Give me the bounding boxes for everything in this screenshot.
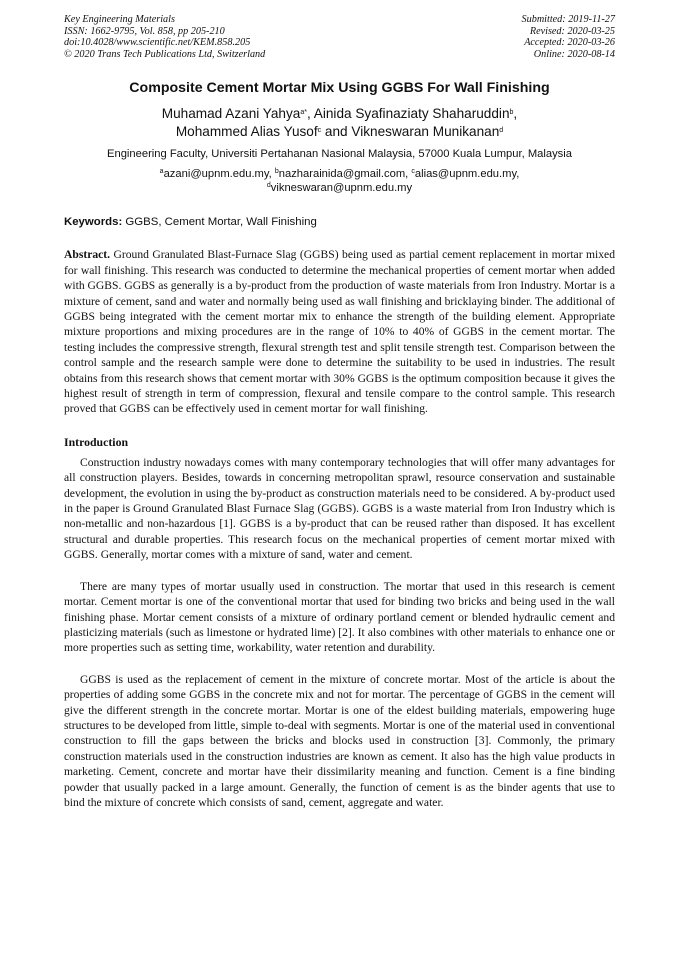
email-sup: a (159, 168, 164, 176)
author-sup: c (317, 127, 322, 135)
keywords-text: GGBS, Cement Mortar, Wall Finishing (125, 216, 317, 229)
journal-doi: doi:10.4028/www.scientific.net/KEM.858.205 (64, 37, 251, 49)
keywords (64, 215, 615, 229)
email-link[interactable]: vikneswaran@upnm.edu.my (270, 182, 413, 195)
email-link[interactable]: alias@upnm.edu.my, (414, 168, 520, 181)
email-sup: b (274, 168, 279, 176)
author-emails (64, 167, 615, 195)
email-sup: c (411, 168, 415, 176)
author-sup: b (509, 109, 514, 117)
paper-title: Composite Cement Mortar Mix Using GGBS For Wall Finishing (129, 80, 550, 97)
author-name: Vikneswaran Munikanan (351, 124, 500, 140)
paragraph: GGBS is used as the replacement of cement in the mixture of concrete mortar. Most of the article is about the properties of adding some GGBS in the concrete mix and not for mortar. The percentage of GGBS in the cement will give the different strength in the concrete mortar. Mortar is one of the eldest building materials, empowering huge structures to be developed from little, simple to-deal with segments. Mortar is one of the material used in conventional construction to fill the gaps between the bricks and blocks used in construction [3]. Commonly, the primary construction materials used in the construction industries are known as cement. It also has the high value products in marketing. Cement, concrete and mortar have their dissimilarity meaning and function. Cement is a fine binding powder that usually packed in a large amount. Generally, the function of cement is as the binder agents that use to bind the mixture of concrete which consists of sand, cement, aggregate and water. (64, 672, 615, 809)
abstract-label: Abstract. (64, 248, 111, 262)
journal-copyright: © 2020 Trans Tech Publications Ltd, Switzerland (64, 48, 266, 60)
author-list: Muhamad Azani Yahya$^{a*}$, Ainida Syafinaziaty Shaharuddin$^b$, Mohammed Alias Yusof$^c$ and Vikneswaran Munikanan$^d$ (161, 106, 518, 140)
author-name: Mohammed Alias Yusof (175, 124, 318, 140)
publication-dates (522, 14, 615, 60)
paper-page (64, 14, 615, 826)
abstract (64, 247, 615, 416)
journal-issn: ISSN: 1662-9795, Vol. 858, pp 205-210 (64, 25, 225, 37)
affiliation: Engineering Faculty, Universiti Pertahanan Nasional Malaysia, 57000 Kuala Lumpur, Malaysia (107, 148, 572, 161)
author-name: Ainida Syafinaziaty Shaharuddin (313, 106, 510, 122)
email-link[interactable]: azani@upnm.edu.my, (163, 168, 272, 181)
journal-info (64, 14, 265, 60)
section-heading-introduction: Introduction (64, 434, 129, 449)
email-link[interactable]: nazharainida@gmail.com, (278, 168, 409, 181)
author-sup: a* (300, 109, 307, 117)
paragraph: There are many types of mortar usually used in construction. The mortar that used in this research is cement mortar. Cement mortar is one of the conventional mortar that used for binding two bricks and being used in the wall finishing phase. Mortar cement consists of a mixture of ordinary portland cement or blended hydraulic cement and plasticizing materials (such as limestone or hydrated lime) [2]. It also combines with other materials to enhance one or more properties such as setting time, workability, water retention and durability. (64, 579, 615, 655)
email-sup: d (266, 182, 271, 190)
date-submitted: Submitted: 2019-11-27 (521, 14, 615, 25)
abstract-text: Ground Granulated Blast-Furnace Slag (GGBS) being used as partial cement replacement in mortar mixed for wall finishing. This research was conducted to determine the mechanical properties of cement mortar when added with GGBS. GGBS as generally is a by-product from the production of waste materials from Iron Industry. Mortar is a mixture of cement, sand and water and normally being used as wall finishing and bricklaying binder. The additional of GGBS being integrated with the cement mortar mix to enhance the strength of the building element. Appropriate mixture proportions and mixing procedures are in the range of 10% to 40% of GGBS in the cement mortar. The testing includes the compressive strength, flexural strength test and split tensile strength test. Comparison between the control sample and the research sample were done to determine the suitability to be used in industries. The result obtains from this research shows that cement mortar with 30% GGBS is the optimum composition because it gives the highest result of strength in term of compression, flexural and tensile compare to the control sample. This research proved that GGBS can be effectively used in cement mortar for wall finishing. (64, 248, 615, 416)
date-revised: Revised: 2020-03-25 (529, 25, 615, 37)
keywords-label: Keywords: (64, 216, 123, 229)
journal-header (64, 14, 615, 60)
author-sup: d (499, 127, 504, 135)
author-name: Muhamad Azani Yahya (161, 106, 301, 122)
journal-name: Key Engineering Materials (64, 14, 175, 25)
date-accepted: Accepted: 2020-03-26 (524, 37, 615, 49)
date-online: Online: 2020-08-14 (533, 48, 615, 60)
paragraph: Construction industry nowadays comes with many contemporary technologies that will offer many advantages for all construction players. Besides, towards in concerning metropolitan sprawl, resource conservation and sustainable development, the evolution in using the by-product as construction materials need to be considered. A by-product used in the paper is Ground Granulated Blast Furnace Slag (GGBS). GGBS is a waste material from Iron Industry which is non-metallic and non-hazardous [1]. GGBS is a by-product that can be reused rather than disposed. It has excellent structural and durable properties. This research focus on the mechanical properties of cement mortar mixed with GGBS. Generally, mortar comes with a mixture of sand, water and cement. (64, 455, 615, 562)
